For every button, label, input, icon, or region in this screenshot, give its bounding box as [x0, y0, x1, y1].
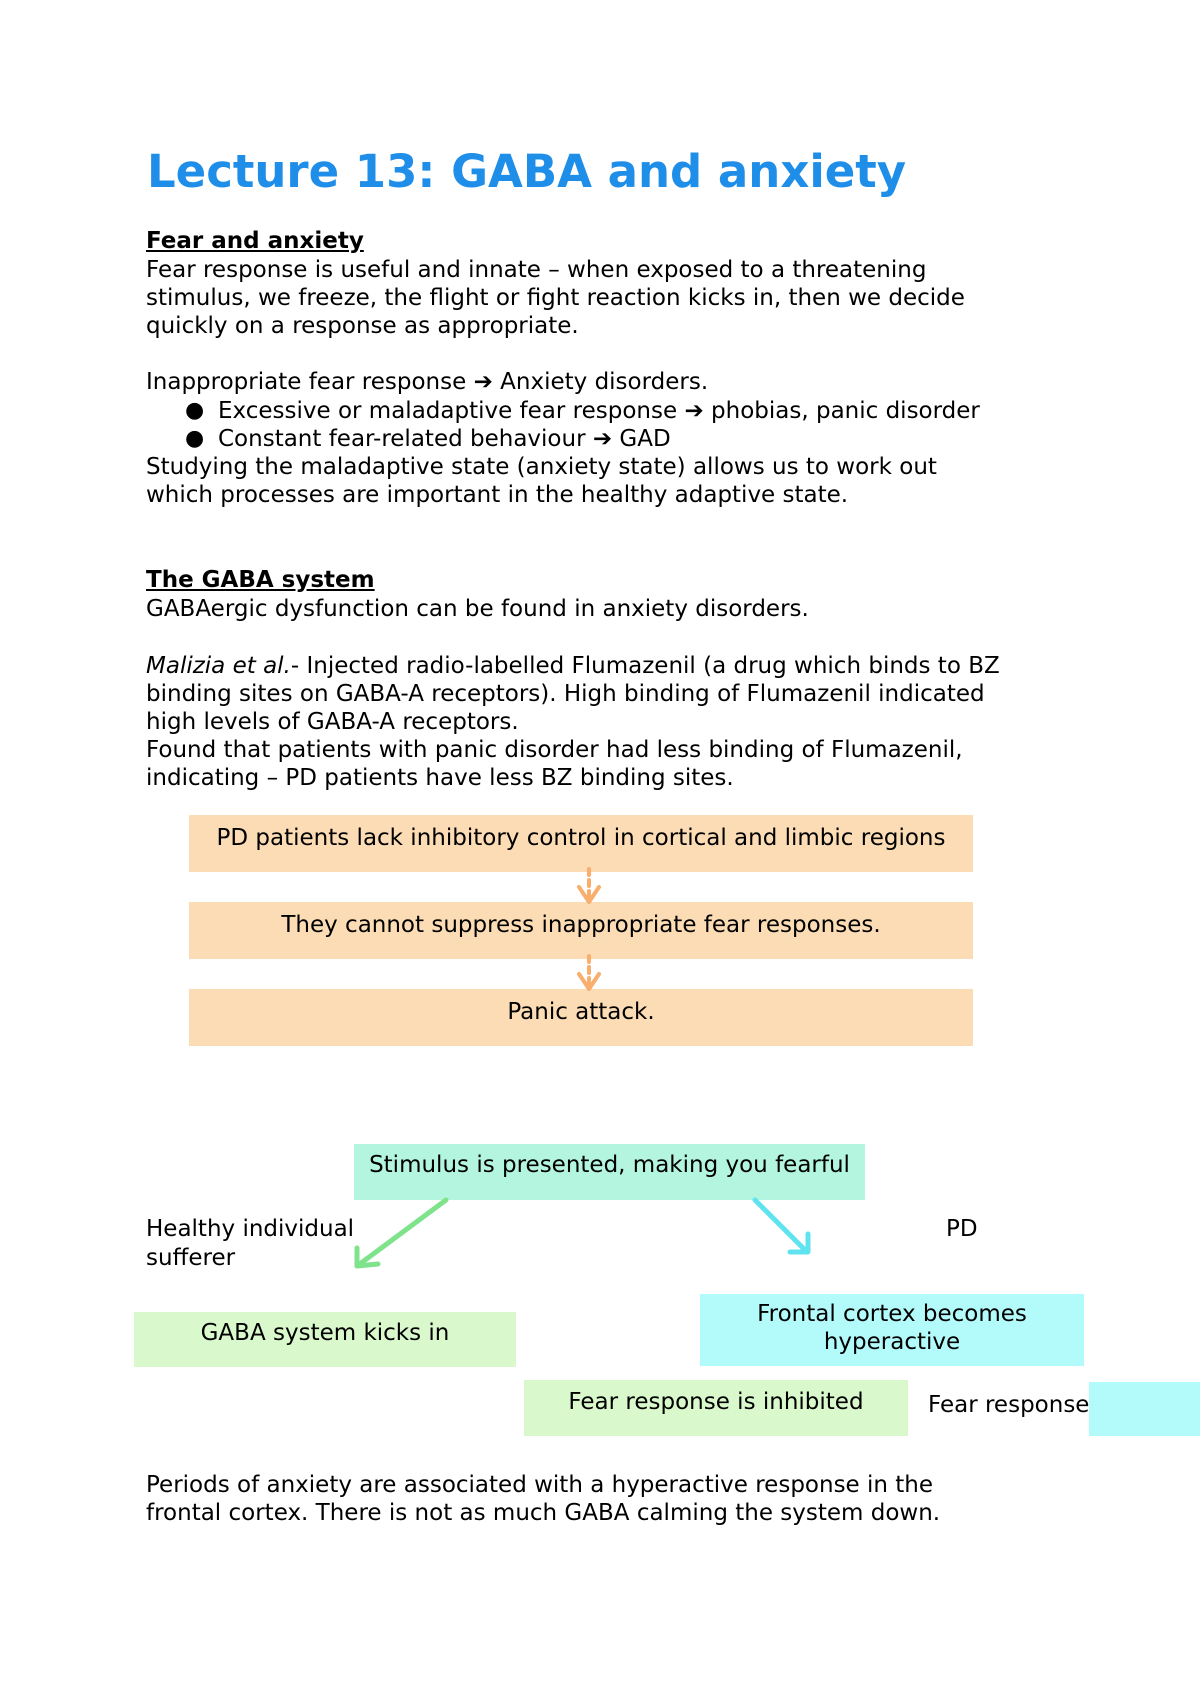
text-line: Fear response is useful and innate – when exposed to a threatening — [146, 257, 927, 283]
flow-box-lack-inhibition: PD patients lack inhibitory control in cortical and limbic regions — [189, 815, 973, 872]
author-citation: Malizia et al. — [146, 653, 291, 679]
text-span: - Injected radio-labelled Flumazenil (a drug which binds to BZ — [290, 653, 1000, 679]
page-title: Lecture 13: GABA and anxiety — [147, 145, 907, 198]
fear-anxiety-heading: Fear and anxiety — [146, 228, 364, 254]
text-line: which processes are important in the healthy adaptive state. — [146, 482, 849, 508]
text-line: frontal cortex. There is not as much GABA calming the system down. — [146, 1500, 941, 1526]
gaba-kicks-in-box: GABA system kicks in — [134, 1312, 516, 1367]
fear-response-text: Fear response — [928, 1392, 1090, 1418]
flow-box-cannot-suppress: They cannot suppress inappropriate fear responses. — [189, 902, 973, 959]
text-line: indicating – PD patients have less BZ binding sites. — [146, 765, 734, 791]
bullet-item — [185, 397, 980, 425]
text-line — [146, 652, 1000, 680]
healthy-individual-label: Healthy individual — [146, 1216, 355, 1242]
malizia-paragraph — [146, 652, 1000, 792]
flow-box-panic-attack: Panic attack. — [189, 989, 973, 1046]
gaba-system-heading: The GABA system — [146, 567, 375, 593]
arrow-to-pd-icon — [755, 1200, 808, 1252]
arrow-to-healthy-icon — [357, 1200, 446, 1266]
conclusion-paragraph — [146, 1471, 940, 1527]
bullet-text: Excessive or maladaptive fear response ➔ phobias, panic disorder — [218, 398, 980, 424]
stimulus-box: Stimulus is presented, making you fearful — [354, 1144, 865, 1200]
sufferer-label: sufferer — [146, 1245, 236, 1271]
text-line: quickly on a response as appropriate. — [146, 313, 579, 339]
down-arrow-icon — [579, 869, 599, 902]
studying-paragraph — [146, 453, 937, 509]
fear-response-box — [1089, 1382, 1200, 1436]
text-line: binding sites on GABA-A receptors). High binding of Flumazenil indicated — [146, 681, 985, 707]
pd-label: PD — [946, 1216, 978, 1242]
bullet-dot: ● — [185, 398, 205, 423]
bullet-text: Constant fear-related behaviour ➔ GAD — [218, 426, 671, 452]
dysfunction-line: GABAergic dysfunction can be found in anxiety disorders. — [146, 596, 809, 622]
frontal-cortex-box: Frontal cortex becomes hyperactive — [700, 1294, 1084, 1366]
bullet-item — [185, 425, 671, 453]
fear-inhibited-box: Fear response is inhibited — [524, 1380, 908, 1436]
text-line: Studying the maladaptive state (anxiety state) allows us to work out — [146, 454, 937, 480]
fear-intro-paragraph — [146, 256, 965, 340]
text-line: high levels of GABA-A receptors. — [146, 709, 519, 735]
down-arrow-icon — [579, 956, 599, 989]
bullet-dot: ● — [185, 426, 205, 451]
text-line: Periods of anxiety are associated with a hyperactive response in the — [146, 1472, 934, 1498]
text-line: stimulus, we freeze, the flight or fight reaction kicks in, then we decide — [146, 285, 965, 311]
inappropriate-line: Inappropriate fear response ➔ Anxiety disorders. — [146, 369, 709, 395]
text-line: Found that patients with panic disorder had less binding of Flumazenil, — [146, 737, 963, 763]
